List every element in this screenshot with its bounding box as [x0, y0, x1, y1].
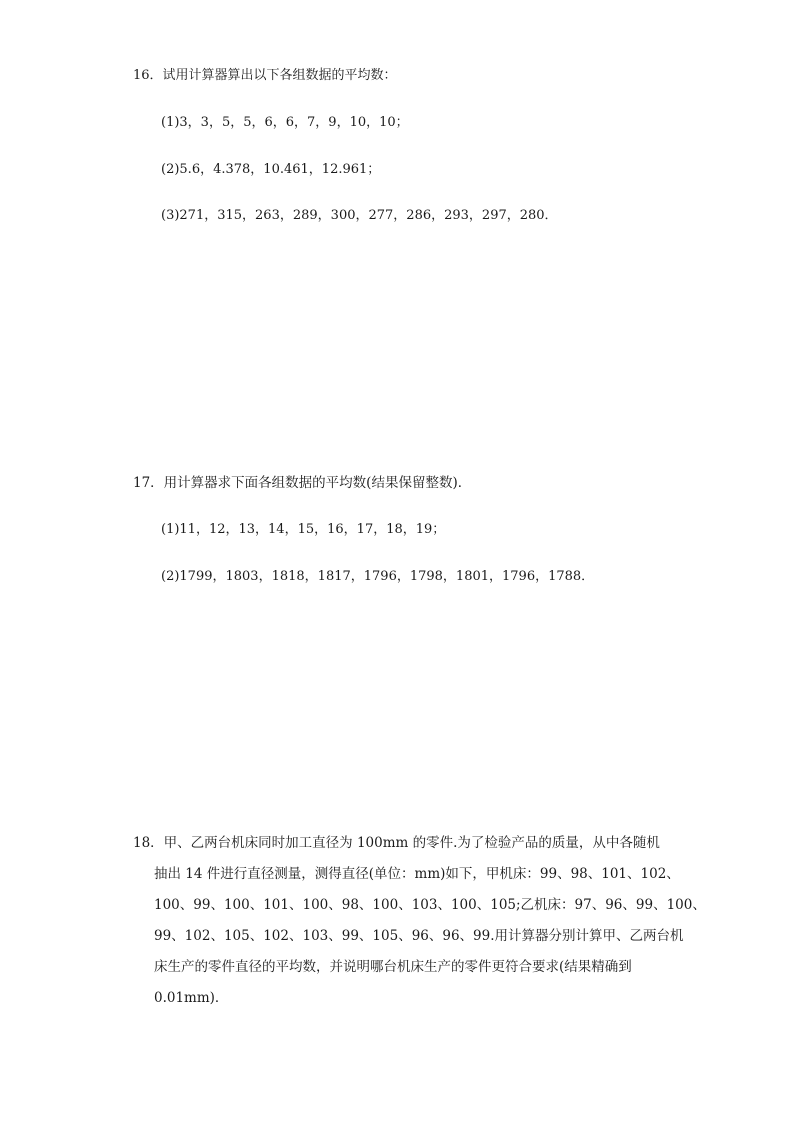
- question-18-line-2: 抽出 14 件进行直径测量，测得直径(单位：mm)如下，甲机床：99、98、101、102、: [154, 866, 680, 882]
- question-17-part-2: (2)1799，1803，1818，1817，1796，1798，1801，1796，1788．: [161, 569, 595, 584]
- question-17-stem: 17．用计算器求下面各组数据的平均数(结果保留整数)．: [133, 475, 472, 491]
- question-16-part-3: (3)271，315，263，289，300，277，286，293，297，280．: [161, 208, 558, 223]
- question-18-paragraph: [133, 833, 706, 1019]
- question-16-part-1: (1)3，3，5，5，6，6，7，9，10，10；: [161, 115, 409, 130]
- question-18-line-4: 99、102、105、102、103、99、105、96、96、99.用计算器分别计算甲、乙两台机: [154, 928, 684, 944]
- question-18-line-1: 18．甲、乙两台机床同时加工直径为 100mm 的零件.为了检验产品的质量，从中各随机: [133, 835, 660, 851]
- question-18-line-6: 0.01mm)．: [154, 990, 229, 1006]
- question-16-stem: 16．试用计算器算出以下各组数据的平均数：: [133, 68, 397, 83]
- question-16-part-2: (2)5.6，4.378，10.461，12.961；: [161, 162, 381, 177]
- question-17-part-1: (1)11，12，13，14，15，16，17，18，19；: [161, 522, 446, 537]
- question-18-line-5: 床生产的零件直径的平均数，并说明哪台机床生产的零件更符合要求(结果精确到: [154, 959, 632, 975]
- question-18-line-3: 100、99、100、101、100、98、100、103、100、105;乙机床：97、96、99、100、: [154, 897, 706, 913]
